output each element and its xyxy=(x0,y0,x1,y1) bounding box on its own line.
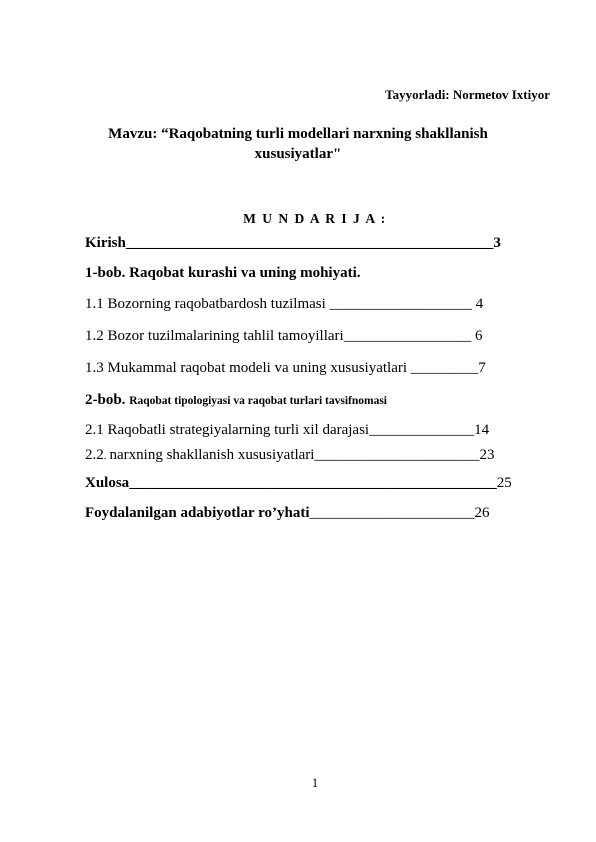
toc-entry-leader: ___________________ xyxy=(329,296,473,312)
toc-entry-1-2 xyxy=(85,328,482,345)
toc-entry-2-1 xyxy=(85,422,489,439)
subject-title-line-2: xususiyatlar" xyxy=(254,146,342,162)
toc-entry-label-small: Raqobat tipologiyasi va raqobat turlari tavsifnomasi xyxy=(129,395,387,407)
subject-title-line-1: Mavzu: “Raqobatning turli modellari narxning shakllanish xyxy=(108,126,488,142)
toc-entry-label: 1.2 Bozor tuzilmalarining tahlil tamoyillari xyxy=(85,328,344,344)
toc-entry-label-small: . xyxy=(103,450,110,462)
toc-entry-leader: ______________________ xyxy=(309,505,475,521)
toc-entry-kirish xyxy=(85,235,501,252)
toc-entry-chapter-1 xyxy=(85,265,361,282)
toc-entry-page: 14 xyxy=(474,422,490,438)
page-number: 1 xyxy=(311,775,319,790)
toc-entry-label: 1.1 Bozorning raqobatbardosh tuzilmasi xyxy=(85,296,330,312)
toc-entry-page: 23 xyxy=(479,447,495,463)
toc-entry-leader: _________ xyxy=(410,360,479,376)
toc-title: M U N D A R I J A : xyxy=(243,211,387,226)
toc-entry-page: 25 xyxy=(496,475,512,491)
toc-entry-leader: ______________________ xyxy=(314,447,480,463)
toc-entry-label: 2.1 Raqobatli strategiyalarning turli xil darajasi xyxy=(85,422,370,438)
toc-entry-page: 4 xyxy=(472,296,484,312)
toc-entry-label: 1-bob. Raqobat kurashi va uning mohiyati. xyxy=(85,265,361,281)
subject-title xyxy=(80,124,516,164)
toc-entry-label: 1.3 Mukammal raqobat modeli va uning xususiyatlari xyxy=(85,360,411,376)
toc-entry-label: Xulosa xyxy=(85,475,130,491)
toc-entry-label: 2-bob. xyxy=(85,392,130,408)
toc-entry-leader: ______________ xyxy=(369,422,475,438)
toc-entry-references xyxy=(85,505,489,522)
toc-entry-leader: _________________ xyxy=(343,328,472,344)
author-line: Tayyorladi: Normetov Ixtiyor xyxy=(385,87,550,102)
toc-entry-page: 7 xyxy=(478,360,486,376)
toc-entry-label-rest: narxning shakllanish xususiyatlari xyxy=(109,447,315,463)
toc-entry-1-3 xyxy=(85,360,486,377)
toc-entry-1-1 xyxy=(85,296,483,313)
toc-entry-page: 26 xyxy=(474,505,490,521)
toc-entry-page: 6 xyxy=(471,328,483,344)
toc-entry-leader: _________________________________________________ xyxy=(129,475,497,491)
toc-entry-xulosa xyxy=(85,475,512,492)
toc-entry-leader: _________________________________________________ xyxy=(125,235,494,251)
toc-entry-label: 2.2 xyxy=(85,447,104,463)
toc-entry-label: Foydalanilgan adabiyotlar ro’yhati xyxy=(85,505,310,521)
toc-entry-chapter-2 xyxy=(85,392,387,409)
toc-entry-2-2 xyxy=(85,447,494,464)
toc-entry-label: Kirish xyxy=(85,235,126,251)
toc-entry-page: 3 xyxy=(493,235,501,251)
